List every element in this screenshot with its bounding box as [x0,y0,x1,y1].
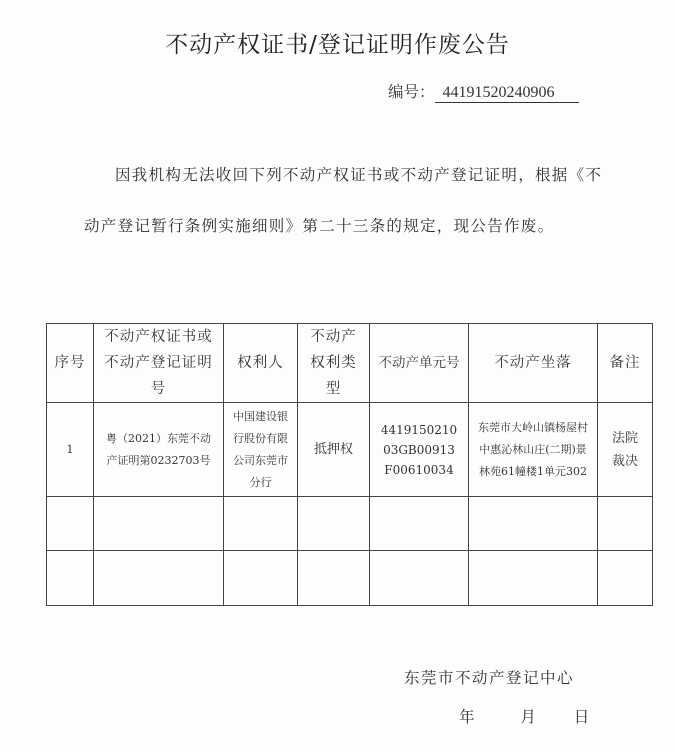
table-header-row [47,324,653,403]
month-label: 月 [520,708,536,726]
cell-remark: 法院裁决 [598,403,653,497]
header-certificate: 不动产权证书或不动产登记证明号 [94,324,224,403]
day-label: 日 [573,708,590,726]
cell-index: 1 [47,403,94,497]
table-row-empty [47,497,653,551]
table-row-empty [47,551,653,606]
notice-body: 因我机构无法收回下列不动产权证书或不动产登记证明，根据《不动产登记暂行条例实施细则》第二十三条的规定，现公告作废。 [84,166,603,235]
serial-label: 编号： [388,83,435,101]
void-certificate-table [46,323,653,606]
date-line [459,705,589,727]
header-location: 不动产坐落 [469,324,598,403]
header-holder: 权利人 [224,324,298,403]
cell-certificate: 粤（2021）东莞不动产证明第0232703号 [94,403,224,497]
header-unit-no: 不动产单元号 [370,324,469,403]
header-remark: 备注 [598,324,653,403]
cell-holder: 中国建设银行股份有限公司东莞市分行 [224,403,298,497]
serial-number: 44191520240906 [435,84,579,103]
issuing-organization: 东莞市不动产登记中心 [404,669,575,687]
header-right-type: 不动产权利类型 [298,324,370,403]
cell-unit-no: 441915021003GB00913F00610034 [370,403,469,497]
document-title: 不动产权证书/登记证明作废公告 [165,32,510,58]
header-index: 序号 [47,324,94,403]
year-label: 年 [459,708,475,726]
table-row [47,403,653,497]
cell-right-type: 抵押权 [298,403,370,497]
serial-number-line [388,80,579,103]
cell-location: 东莞市大岭山镇杨屋村中惠沁林山庄(二期)景林苑61幢楼1单元302 [469,403,598,497]
